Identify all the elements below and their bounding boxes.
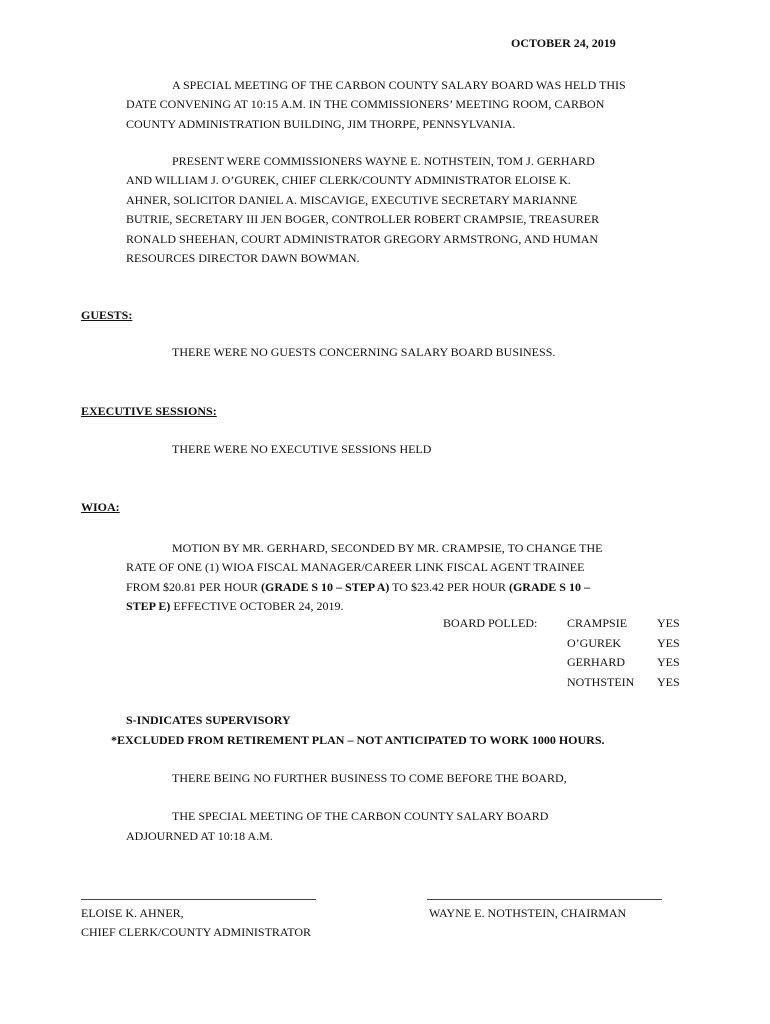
present-line: RONALD SHEEHAN, COURT ADMINISTRATOR GREGORY ARMSTRONG, AND HUMAN: [126, 231, 599, 246]
intro-line: DATE CONVENING AT 10:15 A.M. IN THE COMMISSIONERS’ MEETING ROOM, CARBON: [126, 97, 605, 112]
motion-line: RATE OF ONE (1) WIOA FISCAL MANAGER/CAREER LINK FISCAL AGENT TRAINEE: [126, 560, 585, 575]
intro-line: A SPECIAL MEETING OF THE CARBON COUNTY SALARY BOARD WAS HELD THIS: [172, 78, 626, 92]
supervisory-note: S-INDICATES SUPERVISORY: [126, 713, 291, 727]
poll-name: GERHARD: [567, 655, 626, 669]
closing-line: THERE BEING NO FURTHER BUSINESS TO COME BEFORE THE BOARD,: [172, 771, 567, 785]
left-signatory-title: CHIEF CLERK/COUNTY ADMINISTRATOR: [81, 925, 312, 939]
executive-sessions-text: THERE WERE NO EXECUTIVE SESSIONS HELD: [172, 442, 432, 456]
present-line: AND WILLIAM J. O’GUREK, CHIEF CLERK/COUNTY ADMINISTRATOR ELOISE K.: [126, 173, 571, 188]
poll-name: NOTHSTEIN: [567, 675, 635, 689]
present-line: BUTRIE, SECRETARY III JEN BOGER, CONTROLLER ROBERT CRAMPSIE, TREASURER: [126, 212, 600, 227]
poll-vote: YES: [657, 636, 680, 650]
closing-line: THE SPECIAL MEETING OF THE CARBON COUNTY SALARY BOARD: [172, 809, 549, 823]
motion-line: [126, 597, 706, 616]
rate-from: FROM $20.81 PER HOUR: [126, 579, 262, 594]
guests-heading: GUESTS:: [81, 308, 133, 322]
intro-line: COUNTY ADMINISTRATION BUILDING, JIM THORPE, PENNSYLVANIA.: [126, 116, 516, 131]
left-signature-line: [81, 899, 316, 900]
poll-name: CRAMPSIE: [567, 616, 628, 630]
present-line: PRESENT WERE COMMISSIONERS WAYNE E. NOTHSTEIN, TOM J. GERHARD: [172, 154, 595, 168]
grade-to-step: STEP E): [126, 599, 171, 614]
executive-sessions-heading: EXECUTIVE SESSIONS:: [81, 404, 217, 418]
poll-vote: YES: [657, 675, 680, 689]
rate-to: TO $23.42 PER HOUR: [389, 579, 509, 594]
grade-to: (GRADE S 10 –: [508, 579, 590, 594]
motion-line: [126, 578, 706, 597]
present-paragraph: [126, 152, 706, 268]
poll-vote: YES: [657, 655, 680, 669]
left-signatory-name: ELOISE K. AHNER,: [81, 906, 184, 920]
motion-line: MOTION BY MR. GERHARD, SECONDED BY MR. CRAMPSIE, TO CHANGE THE: [172, 541, 603, 555]
poll-vote: YES: [657, 616, 680, 630]
present-line: AHNER, SOLICITOR DANIEL A. MISCAVIGE, EXECUTIVE SECRETARY MARIANNE: [126, 192, 578, 207]
wioa-motion-paragraph: [126, 539, 706, 617]
right-signatory-name: WAYNE E. NOTHSTEIN, CHAIRMAN: [429, 906, 627, 920]
retirement-exclusion-note: *EXCLUDED FROM RETIREMENT PLAN – NOT ANTICIPATED TO WORK 1000 HOURS.: [111, 733, 605, 747]
intro-paragraph: [126, 76, 706, 134]
present-line: RESOURCES DIRECTOR DAWN BOWMAN.: [126, 251, 360, 266]
grade-from: (GRADE S 10 – STEP A): [261, 579, 390, 594]
adjourned-line: ADJOURNED AT 10:18 A.M.: [126, 829, 273, 843]
board-polled-label: BOARD POLLED:: [443, 616, 538, 630]
meeting-date: OCTOBER 24, 2019: [511, 36, 616, 50]
guests-text: THERE WERE NO GUESTS CONCERNING SALARY BOARD BUSINESS.: [172, 345, 556, 359]
right-signature-line: [427, 899, 662, 900]
wioa-heading: WIOA:: [81, 500, 120, 514]
effective-date: EFFECTIVE OCTOBER 24, 2019.: [170, 599, 344, 614]
poll-name: O’GUREK: [567, 636, 621, 650]
